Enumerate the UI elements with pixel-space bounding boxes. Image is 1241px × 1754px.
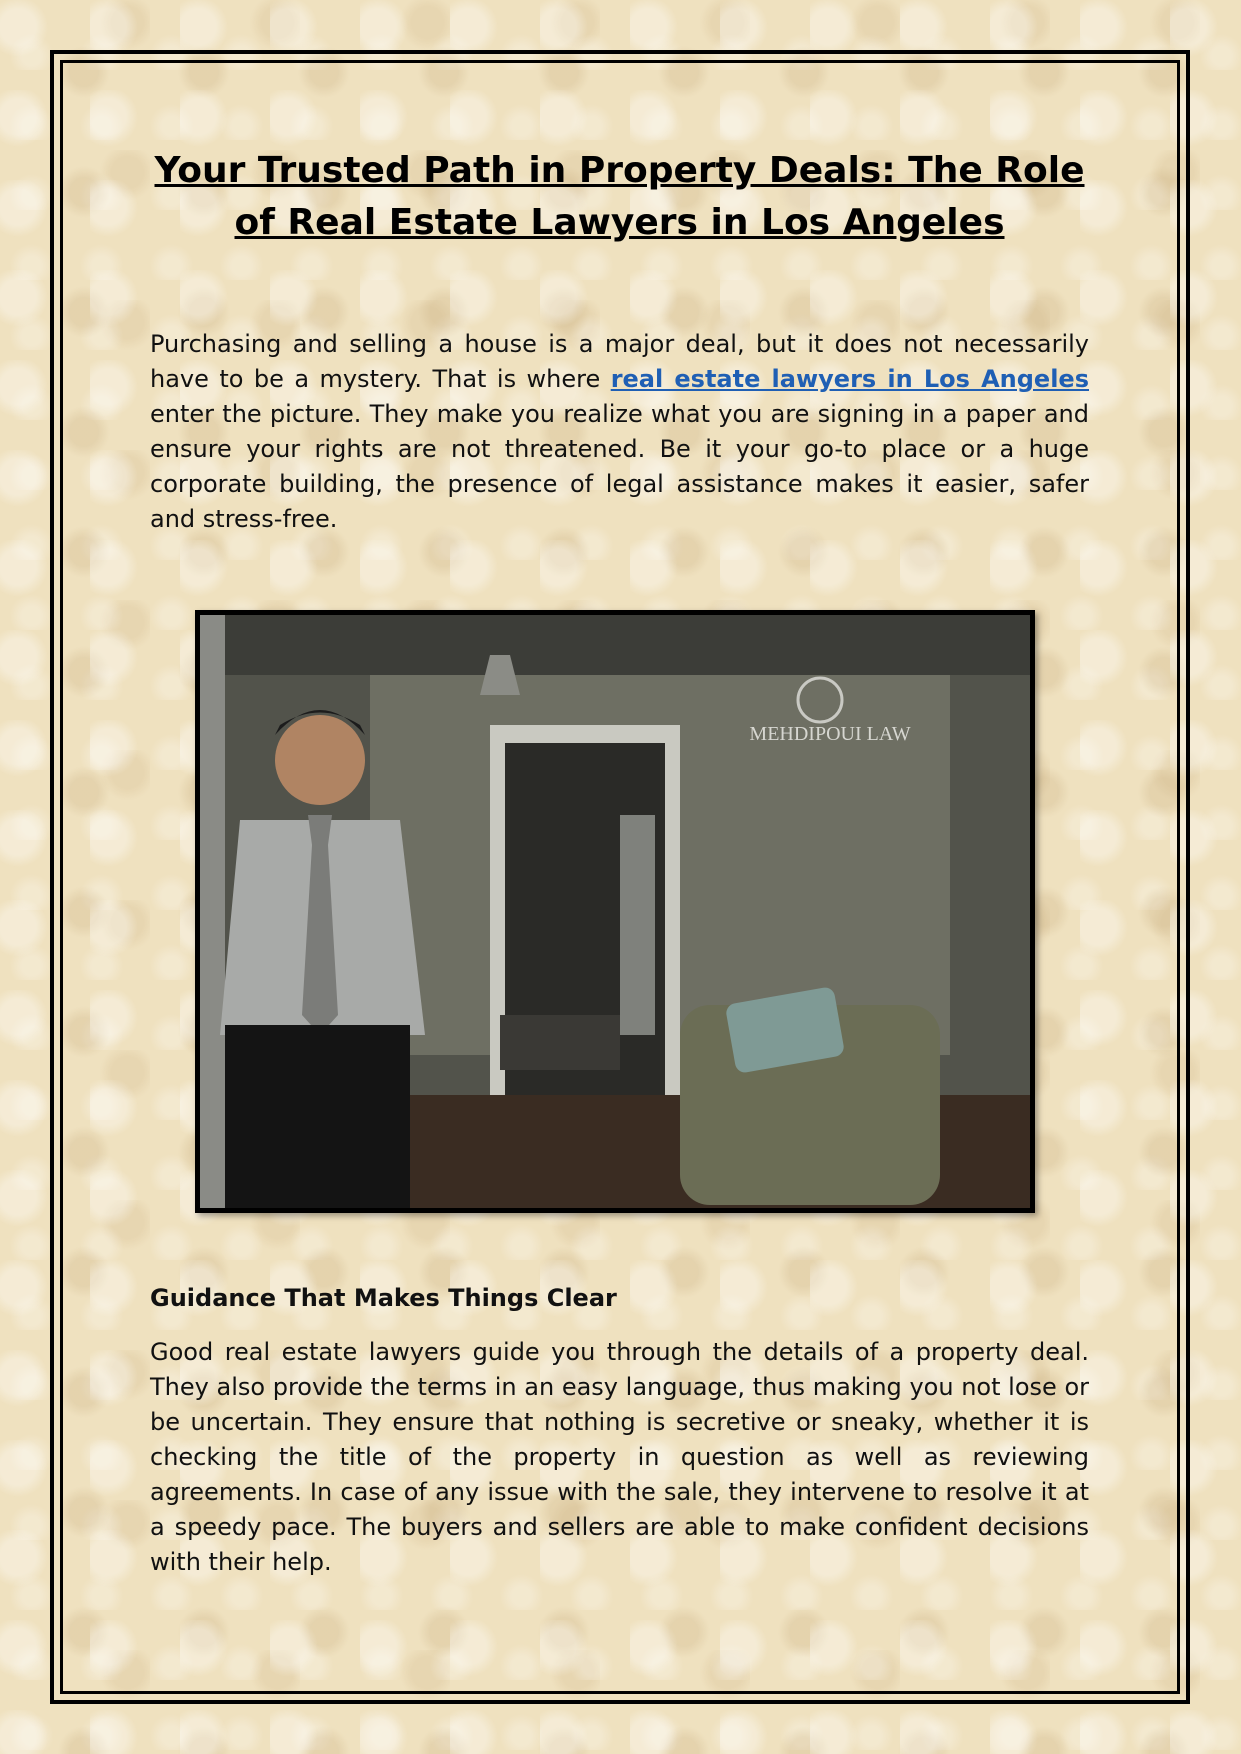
ceiling bbox=[200, 615, 1030, 675]
intro-text-before-link: Purchasing and selling a house is a major deal, but it does not necessarily have to be a mystery. That is where bbox=[150, 330, 1089, 393]
person-head bbox=[275, 715, 365, 805]
intro-text-after-link: enter the picture. They make you realize what you are signing in a paper and ensure your rights are not threatened. Be it your go-to place or a huge corporate building, the presence of legal assistance makes it easier, safer and stress-free. bbox=[150, 400, 1089, 533]
window-edge bbox=[200, 615, 225, 1208]
sofa bbox=[500, 1015, 620, 1070]
section-heading: Guidance That Makes Things Clear bbox=[150, 1284, 617, 1312]
article-photo bbox=[195, 610, 1035, 1213]
watermark-text: MEHDIPOUI LAW bbox=[749, 723, 911, 745]
article-title: Your Trusted Path in Property Deals: The Role of Real Estate Lawyers in Los Angeles bbox=[154, 150, 1085, 243]
person-trousers bbox=[225, 1025, 410, 1208]
photo-illustration bbox=[200, 615, 1030, 1208]
inner-door bbox=[620, 815, 655, 1035]
section-paragraph: Good real estate lawyers guide you through the details of a property deal. They also provide the terms in an easy language, thus making you not lose or be uncertain. They ensure that nothing is secretive or sneaky, whether it is checking the title of the property in question as well as reviewing agreements. In case of any issue with the sale, they intervene to resolve it at a speedy pace. The buyers and sellers are able to make confident decisions with their help. bbox=[150, 1338, 1089, 1576]
real-estate-lawyers-link[interactable]: real estate lawyers in Los Angeles bbox=[610, 365, 1089, 393]
intro-paragraph bbox=[150, 327, 1089, 537]
article-content bbox=[150, 145, 1089, 537]
